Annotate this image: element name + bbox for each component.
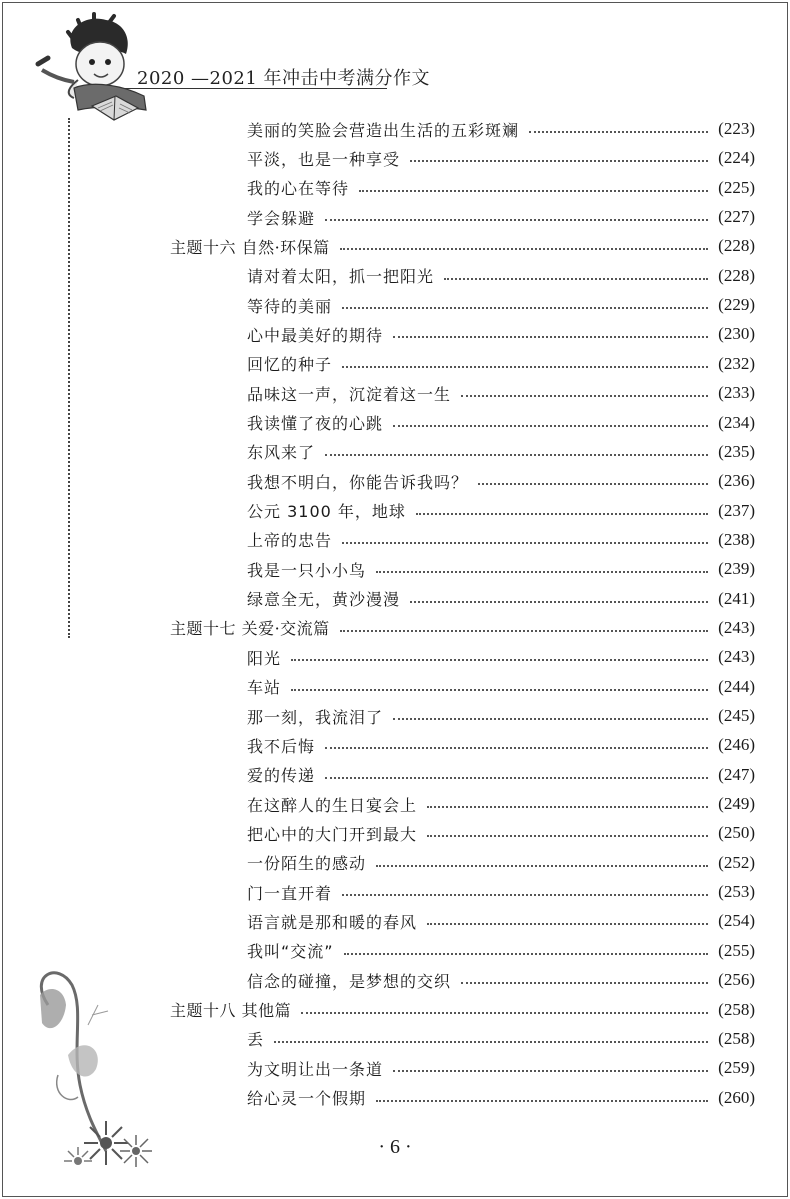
toc-entry-row [247, 818, 755, 848]
toc-page-number: (256) [718, 970, 755, 990]
toc-leader-dots [478, 483, 708, 485]
toc-leader-dots [376, 1100, 708, 1102]
toc-entry-title: 学会躲避 [247, 208, 316, 228]
toc-leader-dots [410, 160, 708, 162]
toc-page-number: (228) [718, 265, 755, 285]
toc-page-number: (247) [718, 764, 755, 784]
toc-leader-dots [342, 542, 708, 544]
toc-page-number: (258) [718, 999, 755, 1019]
toc-entry-row [247, 936, 755, 966]
toc-entry-title: 请对着太阳，抓一把阳光 [247, 267, 435, 287]
toc-entry-row [247, 642, 755, 672]
toc-page-number: (229) [718, 295, 755, 315]
toc-page-number: (238) [718, 529, 755, 549]
toc-entry-title: 平淡，也是一种享受 [247, 149, 401, 169]
running-header-title: 2020 —2021 年冲击中考满分作文 [137, 68, 431, 89]
toc-entry-row [247, 114, 755, 144]
toc-entry-row [247, 554, 755, 584]
toc-entry-row [247, 1083, 755, 1113]
toc-entry-title: 回忆的种子 [247, 355, 333, 375]
toc-page-number: (234) [718, 412, 755, 432]
toc-page-number: (254) [718, 911, 755, 931]
toc-page-number: (258) [718, 1028, 755, 1048]
toc-leader-dots [444, 278, 708, 280]
toc-entry-row [247, 906, 755, 936]
toc-leader-dots [376, 865, 708, 867]
toc-entry-row [247, 466, 755, 496]
toc-leader-dots [325, 454, 708, 456]
toc-page-number: (227) [718, 207, 755, 227]
toc-page-number: (243) [718, 617, 755, 637]
toc-page-number: (236) [718, 471, 755, 491]
toc-page-number: (253) [718, 882, 755, 902]
toc-page-number: (246) [718, 735, 755, 755]
toc-entry-title: 公元 3100 年，地球 [247, 502, 406, 522]
toc-leader-dots [393, 336, 708, 338]
toc-leader-dots [393, 425, 708, 427]
toc-leader-dots [344, 953, 709, 955]
toc-leader-dots [461, 982, 708, 984]
toc-entry-row [247, 701, 755, 731]
toc-page-number: (245) [718, 706, 755, 725]
toc-section-row [170, 613, 755, 643]
toc-leader-dots [325, 747, 708, 749]
toc-leader-dots [359, 190, 708, 192]
toc-entry-row [247, 848, 755, 878]
toc-entry-title: 语言就是那和暖的春风 [247, 912, 418, 932]
toc-entry-title: 我想不明白，你能告诉我吗？ [247, 472, 469, 492]
toc-page-number: (235) [718, 441, 755, 461]
toc-entry-row [247, 760, 755, 790]
toc-leader-dots [274, 1041, 708, 1043]
toc-entry-title: 我不后悔 [247, 736, 316, 756]
toc-entry-title: 东风来了 [247, 443, 316, 463]
toc-page-number: (230) [718, 324, 755, 344]
toc-entry-title: 门一直开着 [247, 883, 333, 903]
toc-entry-row [247, 378, 755, 408]
toc-leader-dots [342, 366, 708, 368]
toc-entry-row [247, 730, 755, 760]
toc-entry-row [247, 584, 755, 614]
toc-entry-title: 在这醉人的生日宴会上 [247, 795, 418, 815]
toc-entry-row [247, 349, 755, 379]
toc-leader-dots [340, 248, 708, 250]
toc-leader-dots [301, 1012, 708, 1014]
toc-entry-title: 一份陌生的感动 [247, 854, 367, 874]
toc-entry-title: 为文明让出一条道 [247, 1059, 384, 1079]
toc-leader-dots [291, 659, 708, 661]
toc-entry-row [247, 789, 755, 819]
toc-entry-row [247, 1024, 755, 1054]
toc-page-number: (239) [718, 559, 755, 579]
toc-entry-title: 美丽的笑脸会营造出生活的五彩斑斓 [247, 120, 520, 140]
toc-leader-dots [529, 131, 708, 133]
toc-leader-dots [393, 718, 708, 720]
toc-page-number: (250) [718, 823, 755, 843]
toc-leader-dots [427, 835, 708, 837]
toc-section-title: 主题十八 其他篇 [170, 1001, 292, 1020]
toc-entry-row [247, 525, 755, 555]
toc-entry-title: 那一刻，我流泪了 [247, 707, 384, 727]
toc-entry-title: 给心灵一个假期 [247, 1089, 367, 1109]
toc-page-number: (228) [718, 236, 755, 256]
toc-entry-title: 我是一只小小鸟 [247, 560, 367, 580]
toc-entry-title: 把心中的大门开到最大 [247, 824, 418, 844]
toc-entry-row [247, 319, 755, 349]
toc-entry-title: 我读懂了夜的心跳 [247, 414, 384, 433]
toc-entry-row [247, 408, 755, 438]
toc-leader-dots [461, 395, 708, 397]
toc-page-number: (244) [718, 676, 755, 696]
toc-leader-dots [393, 1070, 708, 1072]
toc-page-number: (223) [718, 119, 755, 138]
toc-entry-title: 品味这一声，沉淀着这一生 [247, 384, 452, 404]
toc-page-number: (233) [718, 383, 755, 403]
toc-section-row [170, 995, 755, 1025]
toc-leader-dots [410, 601, 708, 603]
toc-entry-row [247, 173, 755, 203]
toc-page-number: (237) [718, 500, 755, 520]
toc-entry-row [247, 672, 755, 702]
boy-reading-illustration [34, 10, 154, 128]
toc-leader-dots [427, 923, 708, 925]
toc-leader-dots [416, 513, 708, 515]
toc-entry-title: 车站 [247, 678, 282, 698]
toc-entry-title: 我叫“交流” [247, 942, 334, 962]
toc-leader-dots [342, 894, 708, 896]
toc-page-number: (260) [718, 1087, 755, 1107]
toc-entry-row [247, 877, 755, 907]
toc-entry-row [247, 261, 755, 291]
toc-page-number: (249) [718, 794, 755, 814]
header-rule [125, 88, 387, 89]
toc-page-number: (255) [718, 940, 755, 960]
toc-entry-title: 爱的传递 [247, 766, 316, 786]
toc-page-number: (225) [718, 177, 755, 197]
toc-section-title: 主题十六 自然·环保篇 [170, 237, 330, 257]
toc-section-title: 主题十七 关爱·交流篇 [170, 619, 330, 639]
toc-entry-row [247, 290, 755, 320]
toc-leader-dots [342, 307, 708, 309]
left-margin-dotted-rule [68, 118, 70, 638]
toc-entry-title: 心中最美好的期待 [247, 325, 384, 345]
toc-leader-dots [376, 571, 708, 573]
toc-entry-row [247, 202, 755, 232]
toc-entry-row [247, 496, 755, 526]
toc-entry-title: 等待的美丽 [247, 296, 333, 316]
toc-leader-dots [340, 630, 708, 632]
toc-page-number: (224) [718, 148, 755, 168]
toc-leader-dots [427, 806, 708, 808]
toc-page-number: (243) [718, 647, 755, 667]
toc-leader-dots [325, 219, 708, 221]
toc-leader-dots [325, 777, 708, 779]
toc-entry-row [247, 143, 755, 173]
toc-page-number: (232) [718, 353, 755, 373]
toc-leader-dots [291, 689, 708, 691]
toc-page-number: (259) [718, 1058, 755, 1078]
toc-entry-title: 绿意全无，黄沙漫漫 [247, 590, 401, 610]
toc-entry-row [247, 437, 755, 467]
toc-entry-title: 丢 [247, 1030, 265, 1050]
toc-entry-title: 我的心在等待 [247, 179, 350, 199]
toc-entry-row [247, 1053, 755, 1083]
toc-section-row [170, 231, 755, 261]
toc-page-number: (241) [718, 588, 755, 608]
toc-entry-title: 信念的碰撞，是梦想的交织 [247, 971, 452, 991]
page-number: · 6 · [378, 1136, 412, 1158]
toc-page-number: (252) [718, 852, 755, 872]
toc-entry-title: 上帝的忠告 [247, 531, 333, 551]
toc-entry-title: 阳光 [247, 648, 282, 668]
toc-entry-row [247, 965, 755, 995]
